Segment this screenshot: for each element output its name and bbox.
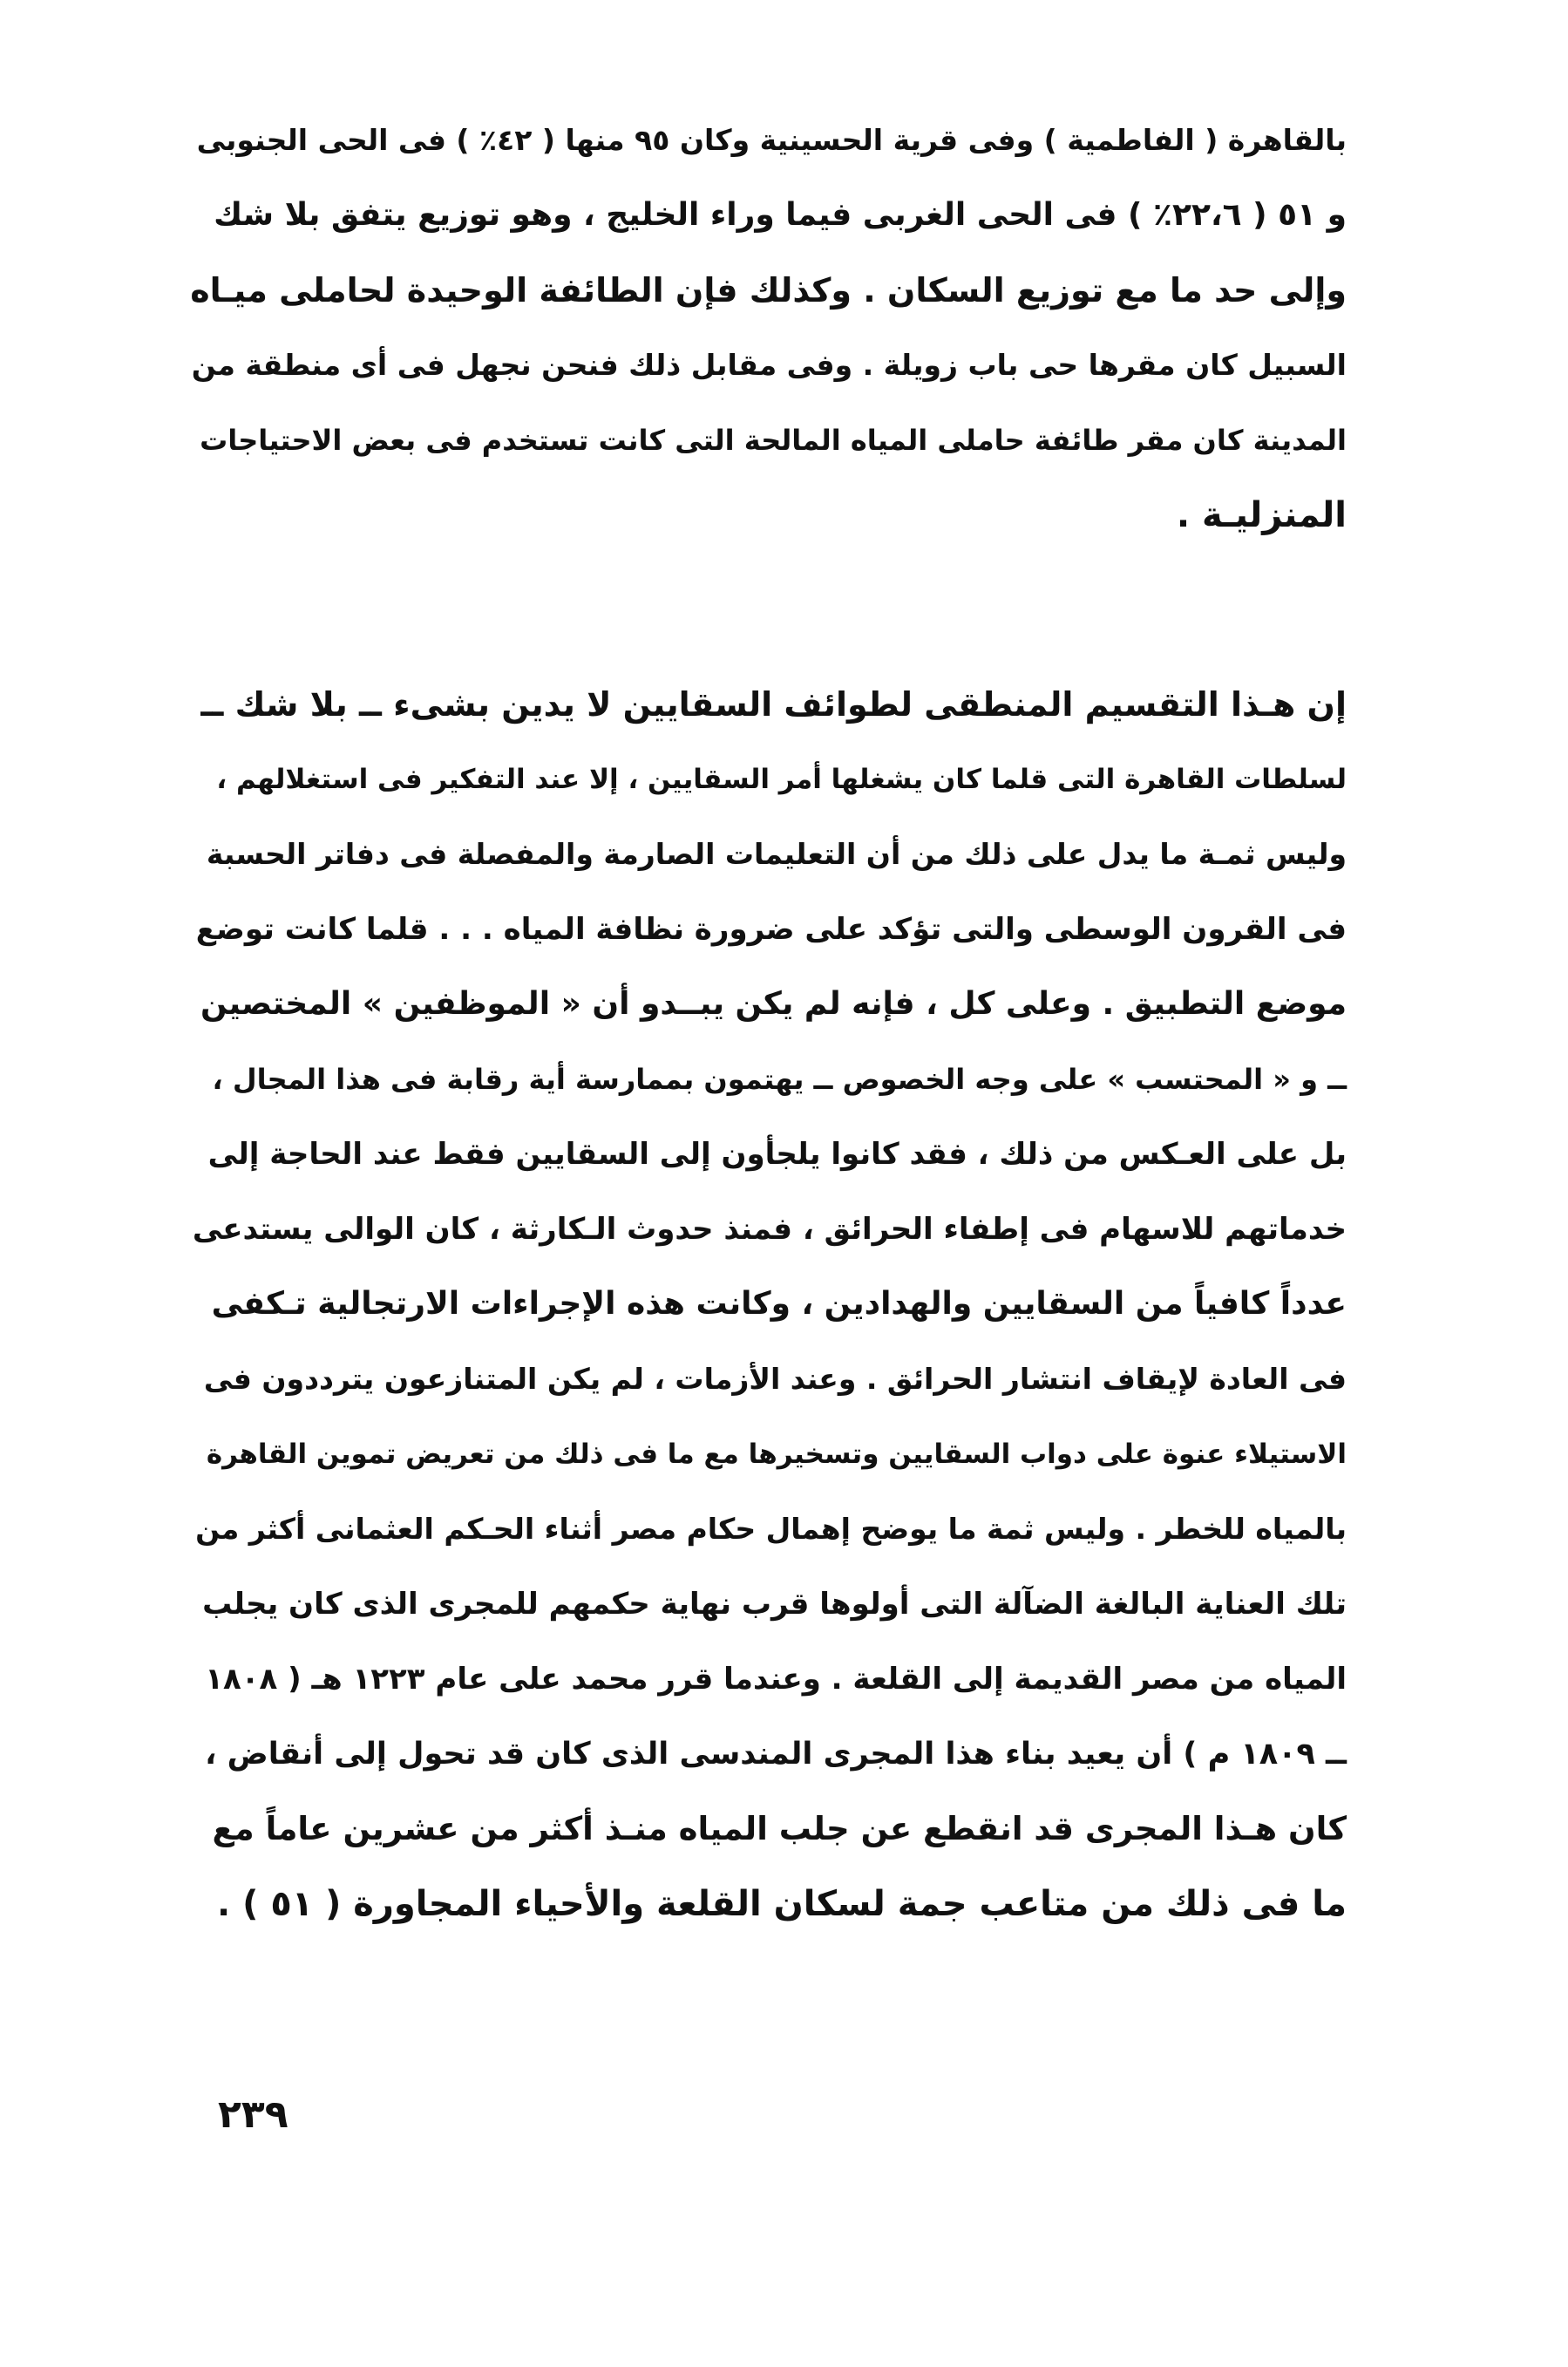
text-line: فى القرون الوسطى والتى تؤكد على ضرورة نظافة المياه . . . قلما كانت توضع (195, 912, 1347, 947)
text-line: بالقاهرة ( الفاطمية ) وفى قرية الحسينية وكان ٩٥ منها ( ٤٢٪ ) فى الحى الجنوبى (196, 123, 1347, 157)
text-line: المياه من مصر القديمة إلى القلعة . وعندما قرر محمد على عام ١٢٢٣ هـ ( ١٨٠٨ (205, 1662, 1347, 1697)
page-number: ٢٣٩ (218, 2092, 288, 2137)
text-line: تلك العناية البالغة الضآلة التى أولوها قرب نهاية حكمهم للمجرى الذى كان يجلب (202, 1587, 1347, 1622)
text-line: عدداً كافياً من السقايين والهدادين ، وكانت هذه الإجراءات الارتجالية تـكفى (211, 1286, 1347, 1322)
text-line: ما فى ذلك من متاعب جمة لسكان القلعة والأحياء المجاورة ( ٥١ ) . (216, 1884, 1347, 1924)
text-line: المدينة كان مقر طائفة حاملى المياه المالحة التى كانت تستخدم فى بعض الاحتياجات (200, 424, 1347, 457)
text-line: السبيل كان مقرها حى باب زويلة . وفى مقابل ذلك فنحن نجهل فى أى منطقة من (191, 348, 1347, 382)
text-line: بالمياه للخطر . وليس ثمة ما يوضح إهمال حكام مصر أثناء الحـكم العثمانى أكثر من (195, 1512, 1347, 1546)
text-line: بل على العـكس من ذلك ، فقد كانوا يلجأون إلى السقايين فقط عند الحاجة إلى (207, 1137, 1347, 1172)
text-line: ــ ١٨٠٩ م ) أن يعيد بناء هذا المجرى المندسى الذى كان قد تحول إلى أنقاض ، (205, 1737, 1347, 1772)
text-line: وإلى حد ما مع توزيع السكان . وكذلك فإن الطائفة الوحيدة لحاملى ميـاه (190, 271, 1347, 309)
text-line: وليس ثمـة ما يدل على ذلك من أن التعليمات الصارمة والمفصلة فى دفاتر الحسبة (206, 837, 1347, 871)
text-line: ــ و « المحتسب » على وجه الخصوص ــ يهتمون بممارسة أية رقابة فى هذا المجال ، (212, 1063, 1347, 1096)
paragraph-2 (187, 667, 1347, 1942)
text-line: إن هـذا التقسيم المنطقى لطوائف السقايين لا يدين بشىء ــ بلا شك ــ (200, 685, 1347, 724)
text-line: فى العادة لإيقاف انتشار الحرائق . وعند الأزمات ، لم يكن المتنازعون يترددون فى (203, 1362, 1347, 1396)
text-line: لسلطات القاهرة التى قلما كان يشغلها أمر السقايين ، إلا عند التفكير فى استغلالهم ، (216, 764, 1347, 795)
paragraph-1 (187, 103, 1347, 553)
text-line: موضع التطبيق . وعلى كل ، فإنه لم يكن يبــدو أن « الموظفين » المختصين (200, 986, 1347, 1022)
text-line: و ٥١ ( ٢٢،٦٪ ) فى الحى الغربى فيما وراء الخليج ، وهو توزيع يتفق بلا شك (214, 197, 1347, 233)
text-line: خدماتهم للاسهام فى إطفاء الحرائق ، فمنذ حدوث الـكارثة ، كان الوالى يستدعى (192, 1212, 1347, 1247)
text-line: كان هـذا المجرى قد انقطع عن جلب المياه منـذ أكثر من عشرين عاماً مع (212, 1810, 1347, 1847)
text-line: الاستيلاء عنوة على دواب السقايين وتسخيرها مع ما فى ذلك من تعريض تموين القاهرة (206, 1439, 1347, 1470)
text-line: المنزليـة . (1176, 495, 1347, 535)
